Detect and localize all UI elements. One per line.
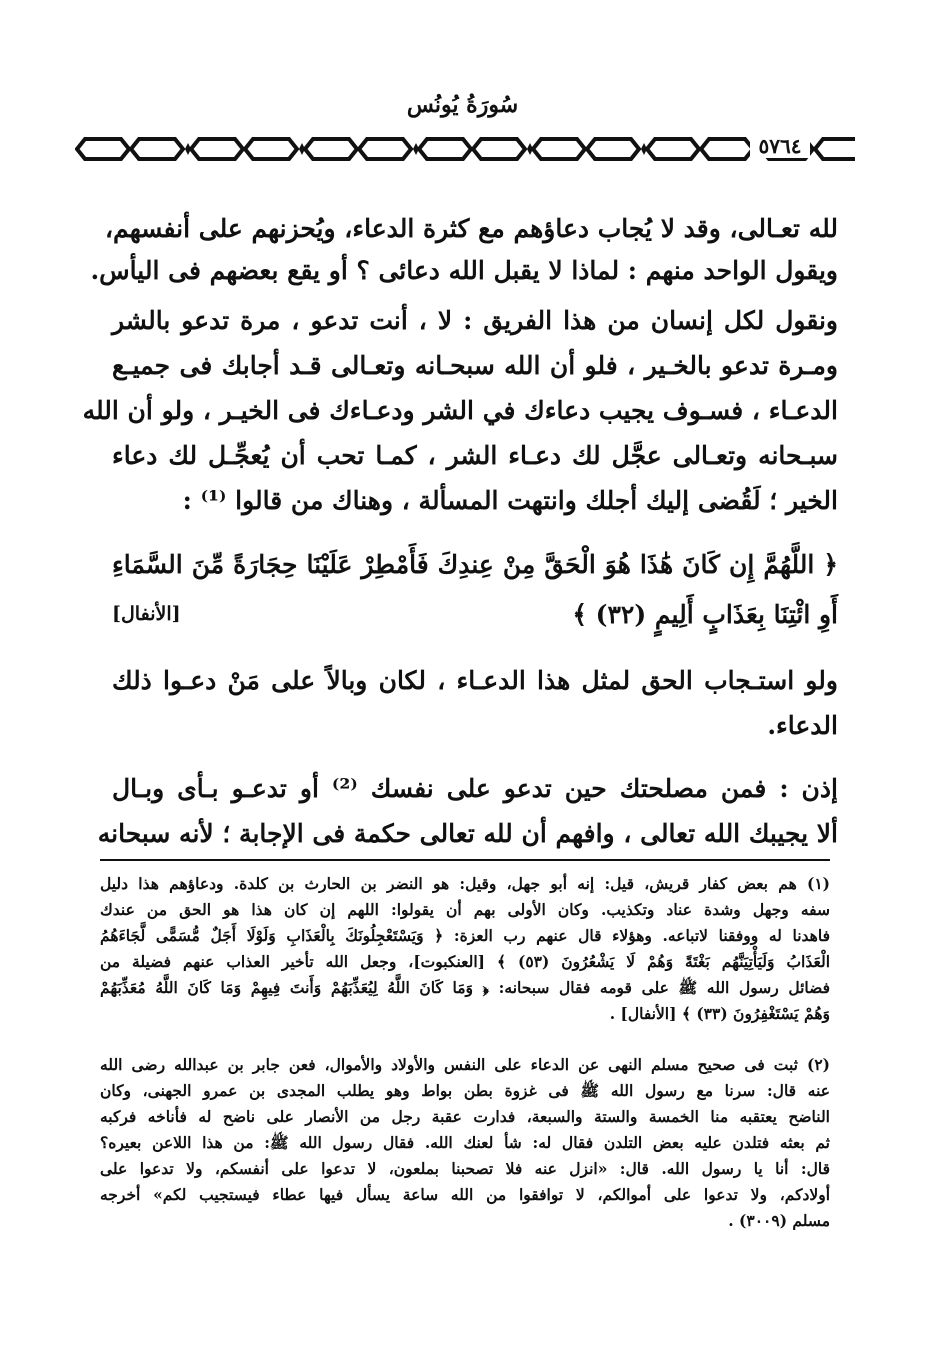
footnote-line: فضائل رسول الله ﷺ على قومه فقال سبحانه: ﴿ وَمَا كَانَ اللَّهُ لِيُعَذِّبَهُمْ وَأَنتَ فِيهِمْ وَمَا كَانَ اللَّهُ مُعَذِّبَهُمْ: [100, 978, 830, 997]
ornament-link: [647, 139, 699, 159]
footnote-line: سفه وجهل وشدة عناد وتكذيب. وكان الأولى بهم أن يقولوا: اللهم إن كان هذا هو الحق من عندك: [100, 900, 830, 919]
ornament-link: [419, 139, 471, 159]
text-line: ونقول لكل إنسان من هذا الفريق : لا ، أنت تدعو ، مرة تدعو بالشر: [112, 306, 838, 335]
verse-line: ﴿ اللَّهُمَّ إِن كَانَ هَٰذَا هُوَ الْحَقَّ مِنْ عِندِكَ فَأَمْطِرْ عَلَيْنَا حِجَارَةً مِّنَ السَّمَاءِ: [112, 550, 838, 579]
ornament-link: [815, 139, 855, 159]
footnote-line: عنه قال: سرنا مع رسول الله ﷺ فى غزوة بطن بواط وهو يطلب المجدى بن عمرو الجهنى، وكان: [100, 1081, 830, 1100]
footnote-line: الْعَذَابُ وَلَيَأْتِيَنَّهُم بَغْتَةً وَهُمْ لَا يَشْعُرُونَ (٥٣) ﴾ [العنكبوت]، وجعل الله تأخير العذاب عنهم فضيلة من: [100, 952, 830, 971]
footnote-line: وَهُمْ يَسْتَغْفِرُونَ (٣٣) ﴾ [الأنفال] .: [609, 1004, 830, 1023]
paragraph-1: [90, 206, 838, 291]
ornament-link: [77, 139, 129, 159]
text-line: ولو استـجاب الحق لمثل هذا الدعـاء ، لكان وبالاً على مَنْ دعـوا ذلك: [112, 666, 838, 695]
verse-line: أَوِ ائْتِنَا بِعَذَابٍ أَلِيمٍ (٣٢) ﴾: [572, 600, 838, 629]
ornament-link: [359, 139, 411, 159]
footnote-separator: [100, 859, 830, 861]
footnote-1: [100, 871, 830, 1027]
text-line: سبـحانه وتعـالى عجَّل لك دعـاء الشر ، كمـا تحب أن يُعجِّـل لك دعاء: [112, 441, 838, 470]
footnote-line: الناضح يعتقبه منا الخمسة والستة والسبعة، فدارت عقبة رجل من الأنصار على ناضح له فأناخه فركبه: [100, 1107, 830, 1126]
text-line: لله تعـالى، وقد لا يُجاب دعاؤهم مع كثرة الدعاء، ويُحزنهم على أنفسهم،: [104, 214, 838, 243]
ornament-link: [701, 139, 753, 159]
ornament-link: [305, 139, 357, 159]
footnote-line: فاهدنا له ووفقنا لاتباعه. وهؤلاء قال عنهم رب العزة: ﴿ وَيَسْتَعْجِلُونَكَ بِالْعَذَابِ وَلَوْلَا أَجَلٌ مُّسَمًّى لَّجَاءَهُمُ: [100, 926, 830, 945]
text-line: الدعاء.: [767, 711, 838, 740]
text-line: ألا يجيبك الله تعالى ، وافهم أن لله تعالى حكمة فى الإجابة ؛ لأنه سبحانه: [97, 819, 838, 848]
ornamental-header-band: [75, 134, 855, 164]
ornament-link: [131, 139, 183, 159]
quran-verse: [112, 540, 838, 640]
text-line: الخير ؛ لَقُضى إليك أجلك وانتهت المسألة ، وهناك من قالوا ⁽¹⁾ :: [182, 486, 838, 515]
paragraph-3: [112, 658, 838, 748]
text-line: إذن : فمن مصلحتك حين تدعو على نفسك ⁽²⁾ أو تدعـو بـأى وبـال: [112, 774, 838, 803]
page-number: ٥٧٦٤: [750, 134, 810, 158]
footnote-2: [100, 1052, 830, 1234]
text-line: ويقول الواحد منهم : لماذا لا يقبل الله دعائى ؟ أو يقع بعضهم فى اليأس.: [90, 256, 838, 285]
footnote-line: أولادكم، ولا تدعوا على أموالكم، لا توافقوا من الله ساعة يسأل فيها عطاء فيستجيب لكم» أخرجه: [100, 1185, 830, 1204]
surah-title: سُورَةُ يُونُس: [406, 92, 519, 118]
footnote-line: قال: أنا يا رسول الله. قال: «انزل عنه فلا تصحبنا بملعون، لا تدعوا على أنفسكم، ولا تدعوا على: [100, 1159, 830, 1178]
verse-reference: [الأنفال]: [112, 603, 181, 625]
footnote-line: (١) هم بعض كفار قريش، قيل: إنه أبو جهل، وقيل: هو النضر بن الحارث بن كلدة. ودعاؤهم هذا دليل: [100, 874, 830, 893]
text-line: ومـرة تدعو بالخـير ، فلو أن الله سبحـانه وتعـالى قـد أجابك فى جميـع: [112, 351, 838, 380]
paragraph-2: [82, 298, 838, 523]
ornament-link: [191, 139, 243, 159]
footnote-line: (٢) ثبت فى صحيح مسلم النهى عن الدعاء على النفس والأولاد والأموال، فعن جابر بن عبدالله رضى الله: [100, 1055, 830, 1074]
footnote-line: مسلم (٣٠٠٩) .: [728, 1211, 830, 1230]
ornament-link: [245, 139, 297, 159]
footnote-line: ثم بعثه فتلدن عليه بعض التلدن فقال له: شأ لعنك الله. فقال رسول الله ﷺ: من هذا اللاعن بعيره؟: [100, 1133, 830, 1152]
ornament-link: [473, 139, 525, 159]
ornament-link: [533, 139, 585, 159]
text-line: الدعـاء ، فسـوف يجيب دعاءك في الشر ودعـاءك فى الخيـر ، ولو أن الله: [82, 396, 838, 425]
ornament-link: [587, 139, 639, 159]
paragraph-4: [97, 766, 838, 856]
